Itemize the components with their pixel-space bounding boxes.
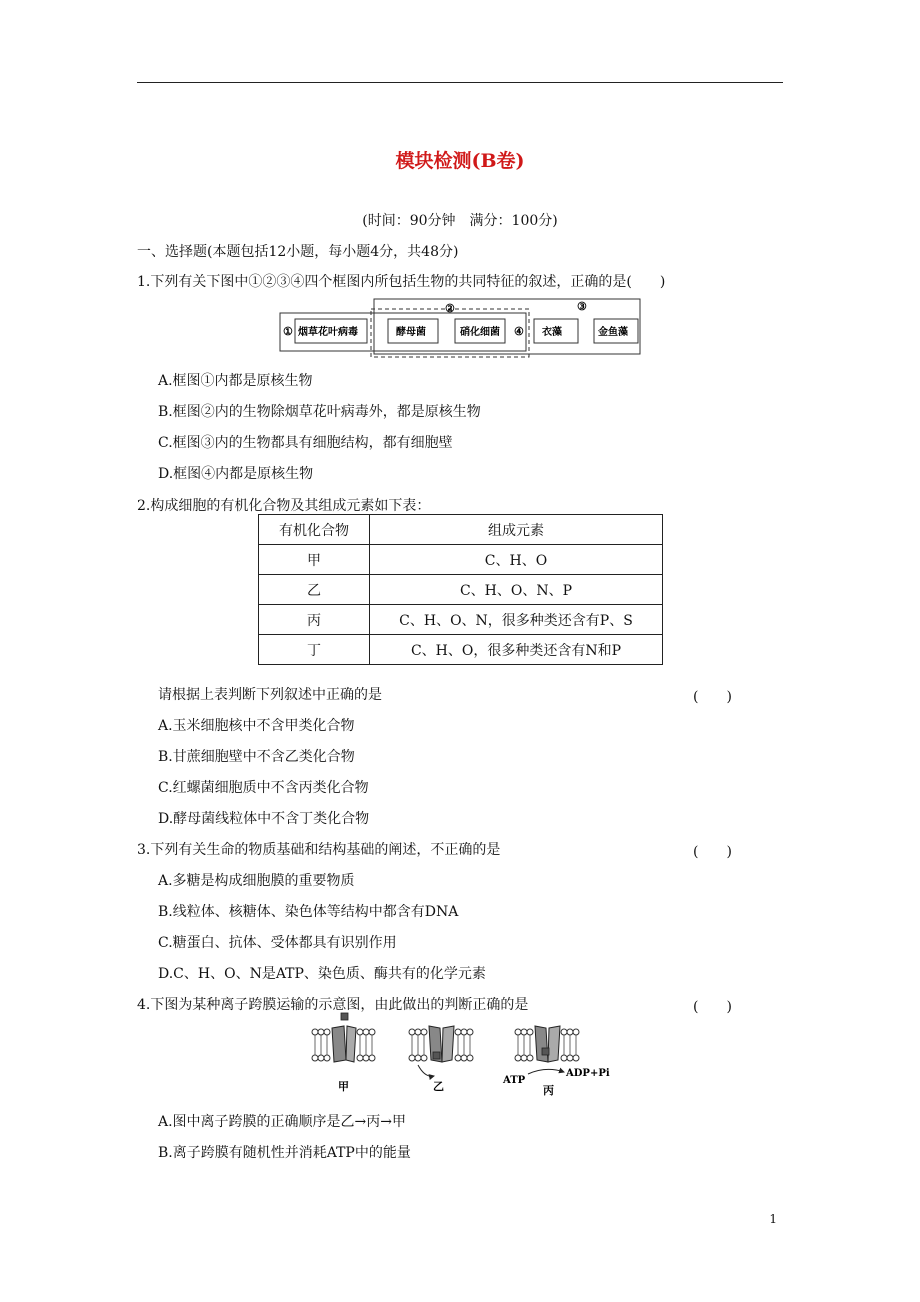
q3-option-c: C.糖蛋白、抗体、受体都具有识别作用 [158, 935, 397, 951]
q1-diagram [278, 297, 642, 359]
q3-option-d: D.C、H、O、N是ATP、染色质、酶共有的化学元素 [158, 966, 486, 982]
table-header-cell: 有机化合物 [259, 515, 370, 545]
panel-bing [502, 1026, 610, 1097]
table-cell: 甲 [259, 545, 370, 575]
label-4: ④ [514, 325, 524, 338]
table-row [259, 605, 663, 635]
q3-option-a: A.多糖是构成细胞膜的重要物质 [158, 873, 355, 889]
label-2: ② [445, 302, 455, 315]
q4-membrane-diagram [300, 1010, 620, 1102]
q1-option-c: C.框图③内的生物都具有细胞结构，都有细胞壁 [158, 435, 453, 451]
organism-yeast: 酵母菌 [396, 327, 426, 338]
table-header-row [259, 515, 663, 545]
composition-table [258, 514, 663, 665]
table-header-cell: 组成元素 [370, 515, 663, 545]
q2-prompt: 请根据上表判断下列叙述中正确的是 [158, 687, 382, 703]
organism-nitrifying: 硝化细菌 [460, 327, 500, 338]
q2-answer-blank: ( ) [693, 689, 732, 705]
q1-option-d: D.框图④内都是原核生物 [158, 466, 314, 482]
header-rule [137, 82, 783, 83]
q4-option-a: A.图中离子跨膜的正确顺序是乙→丙→甲 [158, 1114, 407, 1130]
q3-answer-blank: ( ) [693, 844, 732, 860]
organism-ceratophyllum: 金鱼藻 [598, 327, 628, 338]
label-1: ① [283, 325, 293, 338]
q2-option-c: C.红螺菌细胞质中不含丙类化合物 [158, 780, 369, 796]
label-yi: 乙 [433, 1080, 444, 1093]
table-cell: C、H、O、N，很多种类还含有P、S [370, 605, 663, 635]
q3-option-b: B.线粒体、核糖体、染色体等结构中都含有DNA [158, 904, 459, 920]
q4-option-b: B.离子跨膜有随机性并消耗ATP中的能量 [158, 1145, 411, 1161]
page-number: 1 [769, 1212, 777, 1226]
q2-stem: 2.构成细胞的有机化合物及其组成元素如下表： [137, 498, 431, 514]
q1-option-b: B.框图②内的生物除烟草花叶病毒外，都是原核生物 [158, 404, 481, 420]
table-cell: C、H、O、N、P [370, 575, 663, 605]
organism-tmv: 烟草花叶病毒 [298, 327, 358, 338]
ion-particle [341, 1013, 348, 1020]
q4-stem: 4.下图为某种离子跨膜运输的示意图，由此做出的判断正确的是 [137, 997, 529, 1013]
panel-yi [409, 1026, 473, 1093]
panel-jia [312, 1013, 375, 1093]
label-bing: 丙 [543, 1084, 554, 1097]
label-3: ③ [577, 300, 587, 313]
table-cell: 乙 [259, 575, 370, 605]
q3-stem: 3.下列有关生命的物质基础和结构基础的阐述，不正确的是 [137, 842, 501, 858]
table-cell: 丙 [259, 605, 370, 635]
q2-option-b: B.甘蔗细胞壁中不含乙类化合物 [158, 749, 355, 765]
q1-option-a: A.框图①内都是原核生物 [158, 373, 313, 389]
label-jia: 甲 [338, 1080, 349, 1093]
q1-stem: 1.下列有关下图中①②③④四个框图内所包括生物的共同特征的叙述，正确的是( ) [137, 274, 666, 290]
organism-chlamydomonas: 衣藻 [542, 327, 562, 338]
page-title: 模块检测(B卷) [395, 150, 525, 172]
label-atp: ATP [503, 1075, 526, 1086]
table-cell: 丁 [259, 635, 370, 665]
exam-info: (时间：90分钟 满分：100分) [362, 213, 558, 229]
label-adp: ADP+Pi [566, 1068, 610, 1079]
q4-answer-blank: ( ) [693, 999, 732, 1015]
table-cell: C、H、O [370, 545, 663, 575]
q2-option-a: A.玉米细胞核中不含甲类化合物 [158, 718, 355, 734]
section-heading: 一、选择题(本题包括12小题，每小题4分，共48分) [137, 244, 459, 260]
table-row [259, 545, 663, 575]
q2-option-d: D.酵母菌线粒体中不含丁类化合物 [158, 811, 370, 827]
table-row [259, 575, 663, 605]
table-row [259, 635, 663, 665]
table-cell: C、H、O，很多种类还含有N和P [370, 635, 663, 665]
